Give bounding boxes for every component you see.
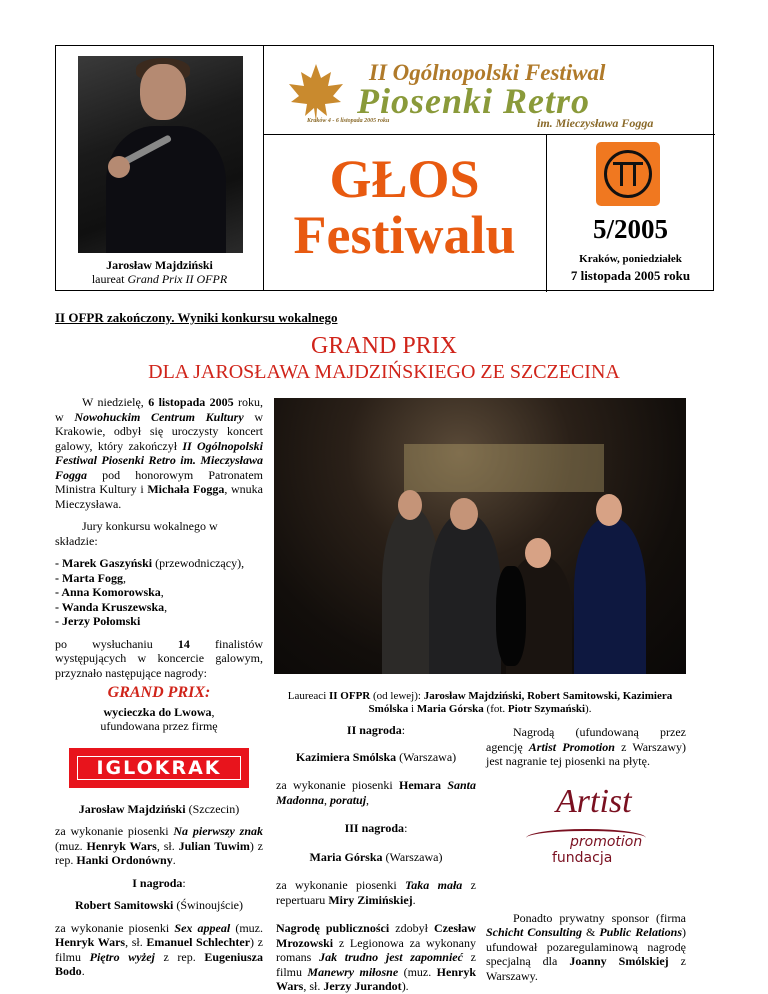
third-prize-song: za wykonanie piosenki Taka mała z repertuaru Miry Zimińskiej. xyxy=(276,878,476,907)
second-prize-title: II nagroda: xyxy=(346,723,406,737)
iglokrak-logo: IGLOKRAK xyxy=(69,748,249,788)
maple-leaf-icon xyxy=(287,62,345,124)
first-prize-winner: Robert Samitowski (Świnoujście) xyxy=(75,898,243,912)
headline: GRAND PRIX xyxy=(310,333,457,359)
masthead xyxy=(55,45,714,291)
festival-emblem-icon xyxy=(596,142,660,206)
grand-prix-award: wycieczka do Lwowa, ufundowana przez firmę xyxy=(100,704,218,733)
first-prize-song: za wykonanie piosenki Sex appeal (muz. Henryk Wars, sł. Emanuel Schlechter) z filmu Piętro wyżej z rep. Eugeniusza Bodo. xyxy=(55,920,264,978)
jury-intro: Jury konkursu wokalnego w składzie: xyxy=(55,519,218,548)
festival-logo-line1: II Ogólnopolski Festiwal xyxy=(369,60,606,85)
kicker: II OFPR zakończony. Wyniki konkursu wokalnego xyxy=(55,310,338,325)
grand-prix-winner: Jarosław Majdziński (Szczecin) xyxy=(78,801,240,816)
festival-logo-line4: im. Mieczysława Fogga xyxy=(537,116,654,130)
middle-column xyxy=(276,723,476,994)
laureates-photo-caption: Laureaci II OFPR (od lewej): Jarosław Majdziński, Robert Samitowski, Kazimiera Smólska i Maria Górska (fot. Piotr Szymański). xyxy=(287,690,673,715)
grand-prix-song: za wykonanie piosenki Na pierwszy znak (muz. Henryk Wars, sł. Julian Tuwim) z rep. Hanki Ordonówny. xyxy=(55,824,264,867)
jury-list xyxy=(55,556,263,629)
list-item: - Wanda Kruszewska, xyxy=(55,599,168,614)
festival-logo xyxy=(279,54,699,130)
subheadline: DLA JAROSŁAWA MAJDZIŃSKIEGO ZE SZCZECINA xyxy=(148,361,620,383)
grand-prix-title: GRAND PRIX: xyxy=(107,684,211,701)
laureates-photo xyxy=(274,398,686,674)
list-item: - Jerzy Połomski xyxy=(55,614,141,628)
winner-photo-caption: Jarosław Majdziński laureat Grand Prix II OFPR xyxy=(91,258,228,286)
festival-logo-line3: Kraków 4 - 6 listopada 2005 roku xyxy=(307,118,390,124)
newsletter-title: GŁOS Festiwalu xyxy=(293,149,516,265)
third-prize-title: III nagroda: xyxy=(344,821,408,835)
special-prize-paragraph: Ponadto prywatny sponsor (firma Schicht Consulting & Public Relations) ufundował pozaregulaminową nagrodę specjalną dla Joanny Smólskiej z Warszawy. xyxy=(486,910,686,983)
artist-promotion-logo: Artist promotion fundacja xyxy=(526,795,646,875)
intro-paragraph: W niedzielę, 6 listopada 2005 roku, w Nowohuckim Centrum Kultury w Krakowie, odbył się uroczysty koncert galowy, który zakończył II Ogólnopolski Festiwal Piosenki Retro im. Mieczysława Fogga pod honorowym Patronatem Ministra Kultury i Michała Fogga, wnuka Mieczysława. xyxy=(55,395,264,511)
second-prize-winner: Kazimiera Smólska (Warszawa) xyxy=(295,749,457,764)
festival-logo-line2: Piosenki Retro xyxy=(357,81,591,121)
recording-prize-paragraph: Nagrodą (ufundowaną przez agencję Artist Promotion z Warszawy) jest nagranie tej piosenki na płytę. xyxy=(486,725,687,768)
list-item: - Anna Komorowska, xyxy=(55,585,164,599)
after-jury-paragraph: po wysłuchaniu 14 finalistów występujących w koncercie galowym, przyznało następujące nagrody: xyxy=(55,636,263,680)
first-prize-title: I nagroda: xyxy=(132,875,186,890)
issue-number: 5/2005 xyxy=(592,214,668,244)
third-prize-winner: Maria Górska (Warszawa) xyxy=(309,849,443,864)
list-item: - Marek Gaszyński (przewodniczący), xyxy=(55,556,245,570)
winner-photo xyxy=(78,56,243,253)
issue-date: 7 listopada 2005 roku xyxy=(570,268,691,283)
second-prize-song: za wykonanie piosenki Hemara Santa Madonna, poratuj, xyxy=(276,778,477,807)
audience-prize-paragraph: Nagrodę publiczności zdobył Czesław Mrozowski z Legionowa za wykonany romans Jak trudno jest zapomnieć z filmu Manewry miłosne (muz. Henryk Wars, sł. Jerzy Jurandot). xyxy=(276,921,477,993)
left-column xyxy=(55,395,263,979)
right-column xyxy=(486,725,686,983)
masthead-divider xyxy=(263,134,715,135)
issue-city-day: Kraków, poniedziałek xyxy=(579,253,682,265)
list-item: - Marta Fogg, xyxy=(55,570,126,585)
